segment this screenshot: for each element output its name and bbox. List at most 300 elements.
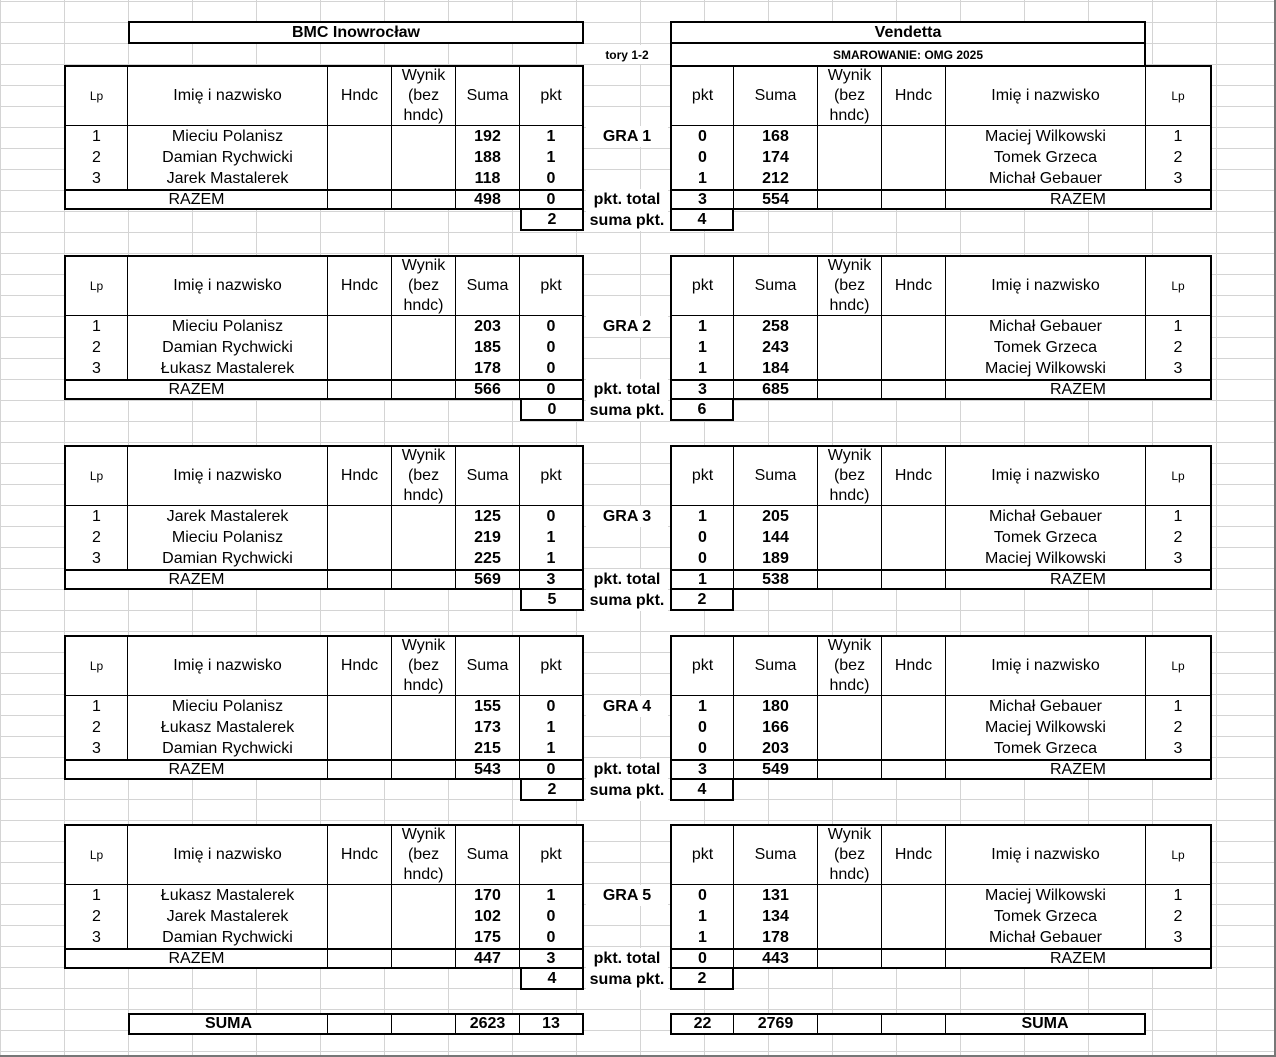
left-row-hndc[interactable]: [328, 717, 392, 738]
left-row-name[interactable]: Damian Rychwicki: [128, 548, 328, 569]
left-row-hndc[interactable]: [328, 527, 392, 548]
left-row-hndc[interactable]: [328, 738, 392, 759]
right-header-pkt[interactable]: pkt: [670, 65, 734, 126]
left-razem-hndc[interactable]: [328, 189, 392, 210]
right-row-name[interactable]: Michał Gebauer: [946, 927, 1146, 948]
left-header-wynik[interactable]: Wynik (bez hndc): [392, 65, 456, 126]
right-header-lp[interactable]: Lp: [1146, 445, 1212, 506]
right-row-lp[interactable]: 2: [1146, 906, 1212, 927]
left-razem-suma[interactable]: 447: [456, 948, 520, 969]
left-row-wynik[interactable]: [392, 506, 456, 527]
left-row-lp[interactable]: 2: [64, 717, 128, 738]
right-razem-wynik[interactable]: [818, 759, 882, 780]
right-row-hndc[interactable]: [882, 906, 946, 927]
right-row-suma[interactable]: 174: [734, 147, 818, 168]
left-row-pkt[interactable]: 0: [520, 337, 584, 358]
right-header-lp[interactable]: Lp: [1146, 824, 1212, 885]
left-row-hndc[interactable]: [328, 337, 392, 358]
right-razem-label[interactable]: RAZEM: [946, 569, 1212, 590]
right-razem-suma[interactable]: 443: [734, 948, 818, 969]
left-row-hndc[interactable]: [328, 147, 392, 168]
left-razem-label[interactable]: RAZEM: [64, 948, 328, 969]
left-header-suma[interactable]: Suma: [456, 255, 520, 316]
left-header-wynik[interactable]: Wynik (bez hndc): [392, 635, 456, 696]
left-razem-pkt[interactable]: 0: [520, 379, 584, 400]
right-header-hndc[interactable]: Hndc: [882, 445, 946, 506]
right-team-title[interactable]: Vendetta: [670, 21, 1146, 44]
left-razem-pkt[interactable]: 3: [520, 569, 584, 590]
right-grand-hndc[interactable]: [882, 1013, 946, 1035]
left-header-suma[interactable]: Suma: [456, 65, 520, 126]
left-header-lp[interactable]: Lp: [64, 65, 128, 126]
left-row-suma[interactable]: 178: [456, 358, 520, 379]
right-row-name[interactable]: Tomek Grzeca: [946, 527, 1146, 548]
left-row-wynik[interactable]: [392, 316, 456, 337]
right-row-name[interactable]: Michał Gebauer: [946, 696, 1146, 717]
right-row-pkt[interactable]: 0: [670, 548, 734, 569]
right-row-hndc[interactable]: [882, 316, 946, 337]
right-header-suma[interactable]: Suma: [734, 824, 818, 885]
right-header-name[interactable]: Imię i nazwisko: [946, 635, 1146, 696]
left-razem-wynik[interactable]: [392, 569, 456, 590]
right-row-pkt[interactable]: 1: [670, 168, 734, 189]
right-row-name[interactable]: Tomek Grzeca: [946, 738, 1146, 759]
left-row-hndc[interactable]: [328, 506, 392, 527]
suma-pkt-label[interactable]: suma pkt.: [586, 590, 668, 611]
right-row-hndc[interactable]: [882, 548, 946, 569]
left-row-pkt[interactable]: 1: [520, 147, 584, 168]
right-row-suma[interactable]: 144: [734, 527, 818, 548]
suma-pkt-label[interactable]: suma pkt.: [586, 969, 668, 990]
right-row-pkt[interactable]: 0: [670, 527, 734, 548]
right-row-suma[interactable]: 166: [734, 717, 818, 738]
right-row-wynik[interactable]: [818, 358, 882, 379]
right-row-pkt[interactable]: 0: [670, 717, 734, 738]
left-header-name[interactable]: Imię i nazwisko: [128, 824, 328, 885]
right-header-hndc[interactable]: Hndc: [882, 65, 946, 126]
left-razem-hndc[interactable]: [328, 759, 392, 780]
right-razem-hndc[interactable]: [882, 189, 946, 210]
left-row-wynik[interactable]: [392, 126, 456, 147]
left-razem-wynik[interactable]: [392, 189, 456, 210]
left-row-wynik[interactable]: [392, 927, 456, 948]
right-row-suma[interactable]: 180: [734, 696, 818, 717]
left-row-hndc[interactable]: [328, 927, 392, 948]
pkt-total-label[interactable]: pkt. total: [586, 569, 668, 590]
left-header-wynik[interactable]: Wynik (bez hndc): [392, 824, 456, 885]
left-row-pkt[interactable]: 0: [520, 906, 584, 927]
left-row-suma[interactable]: 203: [456, 316, 520, 337]
right-row-pkt[interactable]: 1: [670, 358, 734, 379]
left-row-lp[interactable]: 3: [64, 738, 128, 759]
left-row-lp[interactable]: 1: [64, 696, 128, 717]
right-row-wynik[interactable]: [818, 906, 882, 927]
right-row-lp[interactable]: 2: [1146, 717, 1212, 738]
left-row-hndc[interactable]: [328, 906, 392, 927]
left-header-name[interactable]: Imię i nazwisko: [128, 635, 328, 696]
right-suma-pkt[interactable]: 4: [670, 780, 734, 801]
left-row-hndc[interactable]: [328, 316, 392, 337]
left-row-hndc[interactable]: [328, 696, 392, 717]
left-row-pkt[interactable]: 0: [520, 168, 584, 189]
right-razem-label[interactable]: RAZEM: [946, 759, 1212, 780]
right-row-hndc[interactable]: [882, 885, 946, 906]
left-row-suma[interactable]: 102: [456, 906, 520, 927]
left-row-pkt[interactable]: 0: [520, 316, 584, 337]
left-row-suma[interactable]: 175: [456, 927, 520, 948]
left-row-wynik[interactable]: [392, 548, 456, 569]
left-row-name[interactable]: Damian Rychwicki: [128, 337, 328, 358]
right-header-wynik[interactable]: Wynik (bez hndc): [818, 445, 882, 506]
right-razem-pkt[interactable]: 0: [670, 948, 734, 969]
game-label[interactable]: GRA 4: [586, 696, 668, 717]
left-razem-pkt[interactable]: 0: [520, 759, 584, 780]
left-row-name[interactable]: Łukasz Mastalerek: [128, 717, 328, 738]
left-row-name[interactable]: Mieciu Polanisz: [128, 316, 328, 337]
right-row-wynik[interactable]: [818, 147, 882, 168]
left-header-suma[interactable]: Suma: [456, 635, 520, 696]
left-row-suma[interactable]: 185: [456, 337, 520, 358]
left-header-lp[interactable]: Lp: [64, 824, 128, 885]
right-row-wynik[interactable]: [818, 337, 882, 358]
right-row-hndc[interactable]: [882, 527, 946, 548]
right-row-lp[interactable]: 1: [1146, 885, 1212, 906]
left-row-name[interactable]: Mieciu Polanisz: [128, 527, 328, 548]
right-row-wynik[interactable]: [818, 548, 882, 569]
left-razem-label[interactable]: RAZEM: [64, 379, 328, 400]
right-row-lp[interactable]: 3: [1146, 548, 1212, 569]
right-grand-pkt[interactable]: 22: [670, 1013, 734, 1035]
left-row-lp[interactable]: 3: [64, 168, 128, 189]
right-row-name[interactable]: Michał Gebauer: [946, 316, 1146, 337]
left-row-name[interactable]: Łukasz Mastalerek: [128, 885, 328, 906]
right-row-name[interactable]: Michał Gebauer: [946, 506, 1146, 527]
left-razem-suma[interactable]: 566: [456, 379, 520, 400]
right-razem-pkt[interactable]: 3: [670, 379, 734, 400]
right-row-hndc[interactable]: [882, 717, 946, 738]
right-header-name[interactable]: Imię i nazwisko: [946, 445, 1146, 506]
right-header-suma[interactable]: Suma: [734, 635, 818, 696]
left-razem-suma[interactable]: 569: [456, 569, 520, 590]
right-header-pkt[interactable]: pkt: [670, 824, 734, 885]
left-row-pkt[interactable]: 1: [520, 126, 584, 147]
left-row-lp[interactable]: 2: [64, 906, 128, 927]
left-grand-suma[interactable]: 2623: [456, 1013, 520, 1035]
left-header-hndc[interactable]: Hndc: [328, 445, 392, 506]
left-row-pkt[interactable]: 0: [520, 927, 584, 948]
left-grand-hndc[interactable]: [328, 1013, 392, 1035]
right-suma-pkt[interactable]: 6: [670, 400, 734, 421]
right-row-hndc[interactable]: [882, 337, 946, 358]
left-row-lp[interactable]: 2: [64, 147, 128, 168]
left-row-pkt[interactable]: 1: [520, 548, 584, 569]
right-header-name[interactable]: Imię i nazwisko: [946, 65, 1146, 126]
right-row-suma[interactable]: 243: [734, 337, 818, 358]
left-header-pkt[interactable]: pkt: [520, 65, 584, 126]
right-suma-pkt[interactable]: 2: [670, 969, 734, 990]
left-row-name[interactable]: Damian Rychwicki: [128, 147, 328, 168]
left-header-hndc[interactable]: Hndc: [328, 255, 392, 316]
right-razem-wynik[interactable]: [818, 948, 882, 969]
right-row-lp[interactable]: 3: [1146, 927, 1212, 948]
left-header-name[interactable]: Imię i nazwisko: [128, 65, 328, 126]
left-row-lp[interactable]: 1: [64, 885, 128, 906]
right-header-pkt[interactable]: pkt: [670, 255, 734, 316]
left-row-name[interactable]: Jarek Mastalerek: [128, 168, 328, 189]
right-razem-suma[interactable]: 685: [734, 379, 818, 400]
left-header-name[interactable]: Imię i nazwisko: [128, 445, 328, 506]
suma-pkt-label[interactable]: suma pkt.: [586, 400, 668, 421]
right-row-pkt[interactable]: 1: [670, 506, 734, 527]
left-header-suma[interactable]: Suma: [456, 824, 520, 885]
left-row-wynik[interactable]: [392, 885, 456, 906]
lanes-label[interactable]: tory 1-2: [586, 45, 668, 64]
left-suma-pkt[interactable]: 4: [520, 969, 584, 990]
right-header-name[interactable]: Imię i nazwisko: [946, 824, 1146, 885]
right-row-lp[interactable]: 3: [1146, 738, 1212, 759]
right-header-name[interactable]: Imię i nazwisko: [946, 255, 1146, 316]
right-razem-hndc[interactable]: [882, 379, 946, 400]
right-razem-wynik[interactable]: [818, 569, 882, 590]
right-header-hndc[interactable]: Hndc: [882, 635, 946, 696]
oil-label[interactable]: SMAROWANIE: OMG 2025: [670, 44, 1146, 65]
right-row-wynik[interactable]: [818, 738, 882, 759]
right-header-wynik[interactable]: Wynik (bez hndc): [818, 635, 882, 696]
right-row-suma[interactable]: 131: [734, 885, 818, 906]
right-row-name[interactable]: Tomek Grzeca: [946, 147, 1146, 168]
right-row-pkt[interactable]: 0: [670, 147, 734, 168]
left-row-suma[interactable]: 188: [456, 147, 520, 168]
right-row-hndc[interactable]: [882, 126, 946, 147]
left-row-suma[interactable]: 125: [456, 506, 520, 527]
left-suma-pkt[interactable]: 2: [520, 780, 584, 801]
left-row-wynik[interactable]: [392, 717, 456, 738]
right-row-name[interactable]: Maciej Wilkowski: [946, 126, 1146, 147]
right-header-hndc[interactable]: Hndc: [882, 824, 946, 885]
left-row-name[interactable]: Jarek Mastalerek: [128, 906, 328, 927]
right-row-suma[interactable]: 203: [734, 738, 818, 759]
left-row-wynik[interactable]: [392, 337, 456, 358]
left-suma-pkt[interactable]: 2: [520, 210, 584, 231]
left-grand-label[interactable]: SUMA: [128, 1013, 328, 1035]
right-header-suma[interactable]: Suma: [734, 255, 818, 316]
right-row-suma[interactable]: 212: [734, 168, 818, 189]
left-row-pkt[interactable]: 1: [520, 885, 584, 906]
left-razem-wynik[interactable]: [392, 759, 456, 780]
left-row-suma[interactable]: 118: [456, 168, 520, 189]
game-label[interactable]: GRA 3: [586, 506, 668, 527]
left-row-wynik[interactable]: [392, 168, 456, 189]
right-grand-label[interactable]: SUMA: [946, 1013, 1146, 1035]
left-header-hndc[interactable]: Hndc: [328, 635, 392, 696]
right-row-name[interactable]: Maciej Wilkowski: [946, 548, 1146, 569]
right-row-wynik[interactable]: [818, 527, 882, 548]
left-header-pkt[interactable]: pkt: [520, 824, 584, 885]
left-row-hndc[interactable]: [328, 126, 392, 147]
right-row-pkt[interactable]: 1: [670, 696, 734, 717]
right-row-wynik[interactable]: [818, 316, 882, 337]
right-header-wynik[interactable]: Wynik (bez hndc): [818, 65, 882, 126]
left-row-name[interactable]: Jarek Mastalerek: [128, 506, 328, 527]
left-row-lp[interactable]: 1: [64, 506, 128, 527]
right-row-lp[interactable]: 1: [1146, 316, 1212, 337]
left-razem-wynik[interactable]: [392, 948, 456, 969]
right-row-lp[interactable]: 2: [1146, 337, 1212, 358]
left-row-pkt[interactable]: 1: [520, 738, 584, 759]
right-header-suma[interactable]: Suma: [734, 65, 818, 126]
left-row-pkt[interactable]: 1: [520, 527, 584, 548]
left-row-name[interactable]: Mieciu Polanisz: [128, 126, 328, 147]
right-row-suma[interactable]: 258: [734, 316, 818, 337]
left-header-wynik[interactable]: Wynik (bez hndc): [392, 255, 456, 316]
left-header-wynik[interactable]: Wynik (bez hndc): [392, 445, 456, 506]
left-suma-pkt[interactable]: 0: [520, 400, 584, 421]
left-row-suma[interactable]: 170: [456, 885, 520, 906]
left-row-suma[interactable]: 155: [456, 696, 520, 717]
right-razem-suma[interactable]: 549: [734, 759, 818, 780]
right-row-hndc[interactable]: [882, 927, 946, 948]
pkt-total-label[interactable]: pkt. total: [586, 379, 668, 400]
right-razem-suma[interactable]: 538: [734, 569, 818, 590]
right-row-wynik[interactable]: [818, 696, 882, 717]
left-row-pkt[interactable]: 0: [520, 506, 584, 527]
right-row-suma[interactable]: 184: [734, 358, 818, 379]
left-row-suma[interactable]: 225: [456, 548, 520, 569]
right-row-hndc[interactable]: [882, 358, 946, 379]
left-header-name[interactable]: Imię i nazwisko: [128, 255, 328, 316]
left-row-lp[interactable]: 2: [64, 527, 128, 548]
pkt-total-label[interactable]: pkt. total: [586, 948, 668, 969]
right-row-name[interactable]: Tomek Grzeca: [946, 906, 1146, 927]
left-razem-wynik[interactable]: [392, 379, 456, 400]
suma-pkt-label[interactable]: suma pkt.: [586, 780, 668, 801]
left-grand-pkt[interactable]: 13: [520, 1013, 584, 1035]
left-header-suma[interactable]: Suma: [456, 445, 520, 506]
right-row-pkt[interactable]: 0: [670, 126, 734, 147]
right-row-wynik[interactable]: [818, 885, 882, 906]
left-header-hndc[interactable]: Hndc: [328, 65, 392, 126]
left-row-suma[interactable]: 173: [456, 717, 520, 738]
right-row-suma[interactable]: 168: [734, 126, 818, 147]
right-razem-label[interactable]: RAZEM: [946, 379, 1212, 400]
left-razem-suma[interactable]: 498: [456, 189, 520, 210]
left-row-pkt[interactable]: 0: [520, 358, 584, 379]
left-row-lp[interactable]: 1: [64, 316, 128, 337]
right-row-lp[interactable]: 3: [1146, 168, 1212, 189]
right-row-pkt[interactable]: 1: [670, 927, 734, 948]
right-row-name[interactable]: Tomek Grzeca: [946, 337, 1146, 358]
left-row-pkt[interactable]: 1: [520, 717, 584, 738]
left-row-lp[interactable]: 3: [64, 927, 128, 948]
left-row-name[interactable]: Łukasz Mastalerek: [128, 358, 328, 379]
right-row-lp[interactable]: 2: [1146, 147, 1212, 168]
left-razem-label[interactable]: RAZEM: [64, 189, 328, 210]
right-razem-hndc[interactable]: [882, 569, 946, 590]
right-row-suma[interactable]: 178: [734, 927, 818, 948]
right-razem-wynik[interactable]: [818, 379, 882, 400]
right-razem-pkt[interactable]: 3: [670, 759, 734, 780]
right-row-hndc[interactable]: [882, 506, 946, 527]
right-row-wynik[interactable]: [818, 717, 882, 738]
left-row-lp[interactable]: 3: [64, 548, 128, 569]
right-header-suma[interactable]: Suma: [734, 445, 818, 506]
left-row-wynik[interactable]: [392, 527, 456, 548]
left-row-pkt[interactable]: 0: [520, 696, 584, 717]
right-row-name[interactable]: Maciej Wilkowski: [946, 717, 1146, 738]
right-row-name[interactable]: Maciej Wilkowski: [946, 358, 1146, 379]
right-row-hndc[interactable]: [882, 738, 946, 759]
right-row-lp[interactable]: 1: [1146, 126, 1212, 147]
right-row-hndc[interactable]: [882, 168, 946, 189]
left-header-lp[interactable]: Lp: [64, 445, 128, 506]
left-razem-pkt[interactable]: 3: [520, 948, 584, 969]
right-row-pkt[interactable]: 1: [670, 906, 734, 927]
left-team-title[interactable]: BMC Inowrocław: [128, 21, 584, 44]
left-header-pkt[interactable]: pkt: [520, 445, 584, 506]
right-header-hndc[interactable]: Hndc: [882, 255, 946, 316]
right-row-wynik[interactable]: [818, 927, 882, 948]
right-razem-suma[interactable]: 554: [734, 189, 818, 210]
right-razem-hndc[interactable]: [882, 759, 946, 780]
right-row-name[interactable]: Michał Gebauer: [946, 168, 1146, 189]
right-suma-pkt[interactable]: 2: [670, 590, 734, 611]
right-row-lp[interactable]: 1: [1146, 696, 1212, 717]
left-row-lp[interactable]: 3: [64, 358, 128, 379]
right-razem-pkt[interactable]: 3: [670, 189, 734, 210]
right-grand-wynik[interactable]: [818, 1013, 882, 1035]
suma-pkt-label[interactable]: suma pkt.: [586, 210, 668, 231]
right-grand-suma[interactable]: 2769: [734, 1013, 818, 1035]
left-row-lp[interactable]: 1: [64, 126, 128, 147]
left-grand-wynik[interactable]: [392, 1013, 456, 1035]
left-razem-label[interactable]: RAZEM: [64, 759, 328, 780]
right-row-wynik[interactable]: [818, 506, 882, 527]
left-row-lp[interactable]: 2: [64, 337, 128, 358]
left-header-lp[interactable]: Lp: [64, 255, 128, 316]
left-row-hndc[interactable]: [328, 885, 392, 906]
left-row-name[interactable]: Damian Rychwicki: [128, 927, 328, 948]
right-header-wynik[interactable]: Wynik (bez hndc): [818, 255, 882, 316]
right-header-lp[interactable]: Lp: [1146, 255, 1212, 316]
right-razem-pkt[interactable]: 1: [670, 569, 734, 590]
left-razem-hndc[interactable]: [328, 569, 392, 590]
left-row-hndc[interactable]: [328, 548, 392, 569]
left-row-wynik[interactable]: [392, 696, 456, 717]
left-razem-suma[interactable]: 543: [456, 759, 520, 780]
right-row-pkt[interactable]: 0: [670, 738, 734, 759]
left-suma-pkt[interactable]: 5: [520, 590, 584, 611]
right-row-pkt[interactable]: 1: [670, 316, 734, 337]
game-label[interactable]: GRA 5: [586, 885, 668, 906]
right-row-hndc[interactable]: [882, 696, 946, 717]
left-header-pkt[interactable]: pkt: [520, 255, 584, 316]
right-row-name[interactable]: Maciej Wilkowski: [946, 885, 1146, 906]
left-razem-hndc[interactable]: [328, 948, 392, 969]
left-header-pkt[interactable]: pkt: [520, 635, 584, 696]
right-header-pkt[interactable]: pkt: [670, 445, 734, 506]
right-razem-label[interactable]: RAZEM: [946, 948, 1212, 969]
left-row-name[interactable]: Damian Rychwicki: [128, 738, 328, 759]
right-razem-wynik[interactable]: [818, 189, 882, 210]
pkt-total-label[interactable]: pkt. total: [586, 759, 668, 780]
right-row-suma[interactable]: 205: [734, 506, 818, 527]
right-row-pkt[interactable]: 0: [670, 885, 734, 906]
left-row-name[interactable]: Mieciu Polanisz: [128, 696, 328, 717]
left-row-hndc[interactable]: [328, 358, 392, 379]
right-razem-hndc[interactable]: [882, 948, 946, 969]
left-header-hndc[interactable]: Hndc: [328, 824, 392, 885]
right-row-wynik[interactable]: [818, 168, 882, 189]
